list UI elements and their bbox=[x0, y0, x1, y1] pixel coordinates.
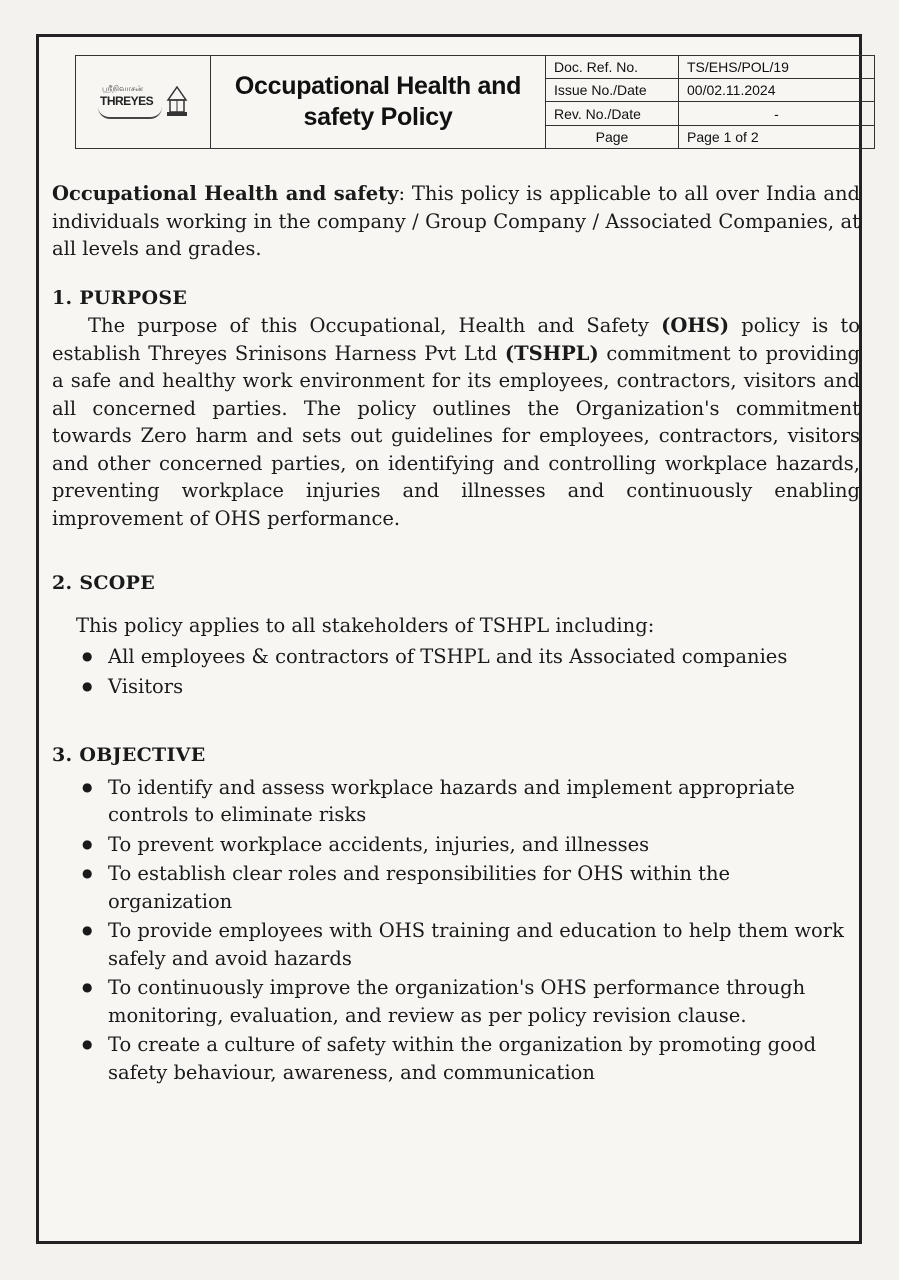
title-cell bbox=[211, 56, 546, 148]
rev-label: Rev. No./Date bbox=[546, 102, 679, 125]
scope-lead: This policy applies to all stakeholders of TSHPL including: bbox=[76, 613, 655, 637]
logo-cell bbox=[76, 56, 211, 148]
intro-paragraph bbox=[52, 180, 860, 263]
page-value: Page 1 of 2 bbox=[679, 125, 875, 148]
logo-script-text: ஸ்ரீநிவாசன் bbox=[102, 84, 144, 93]
logo-wordmark: THREYES bbox=[100, 94, 154, 108]
purpose-text-2: policy is to establish Threyes Srinisons Harness Pvt Ltd bbox=[52, 314, 860, 365]
intro-lead: Occupational Health and safety bbox=[52, 182, 399, 205]
document-control-table bbox=[546, 56, 874, 148]
objective-heading: 3. OBJECTIVE bbox=[52, 744, 206, 766]
issue-row bbox=[546, 79, 874, 102]
doc-ref-value: TS/EHS/POL/19 bbox=[679, 56, 875, 79]
temple-emblem-icon bbox=[166, 86, 188, 118]
document-title: Occupational Health and safety Policy bbox=[234, 72, 522, 131]
purpose-text-1: The purpose of this Occupational, Health and Safety bbox=[88, 314, 662, 337]
purpose-section bbox=[52, 285, 860, 533]
page-label: Page bbox=[546, 125, 679, 148]
logo-swoosh bbox=[98, 107, 162, 119]
purpose-paragraph bbox=[52, 312, 860, 532]
rev-row bbox=[546, 102, 874, 125]
page-row bbox=[546, 125, 874, 148]
intro-text: : This policy is applicable to all over India and individuals working in the company / Group Company / Associated Companies, at all levels and grades. bbox=[52, 182, 860, 260]
issue-label: Issue No./Date bbox=[546, 79, 679, 102]
list-item: ● To identify and assess workplace hazards and implement appropriate controls to eliminate risks bbox=[52, 774, 860, 829]
company-logo bbox=[98, 82, 188, 122]
list-item: ● To establish clear roles and responsibilities for OHS within the organization bbox=[52, 860, 860, 915]
purpose-text-3: commitment to providing a safe and healthy work environment for its employees, contractors, visitors and all concerned parties. The policy outlines the Organization's commitment towards Zero harm and sets out guidelines for employees, contractors, visitors and other concerned parties, on identifying and controlling workplace hazards, preventing workplace injuries and illnesses and continuously enabling improvement of OHS performance. bbox=[52, 341, 861, 530]
doc-ref-row bbox=[546, 56, 874, 79]
objective-list bbox=[52, 774, 860, 1087]
list-item: ● To continuously improve the organization's OHS performance through monitoring, evaluation, and review as per policy revision clause. bbox=[52, 974, 860, 1029]
list-item: ● To prevent workplace accidents, injuries, and illnesses bbox=[52, 831, 860, 859]
list-item: ● To provide employees with OHS training and education to help them work safely and avoid hazards bbox=[52, 917, 860, 972]
rev-value: - bbox=[679, 102, 875, 125]
purpose-tshpl-abbr: (TSHPL) bbox=[504, 341, 599, 365]
purpose-ohs-abbr: (OHS) bbox=[661, 314, 730, 337]
scope-list bbox=[52, 643, 860, 700]
document-body bbox=[52, 180, 860, 1088]
list-item: ● Visitors bbox=[52, 673, 860, 701]
list-item: ● All employees & contractors of TSHPL and its Associated companies bbox=[52, 643, 860, 671]
purpose-heading: 1. PURPOSE bbox=[52, 286, 188, 309]
scope-section bbox=[52, 570, 860, 700]
scope-heading: 2. SCOPE bbox=[52, 572, 156, 594]
list-item: ● To create a culture of safety within the organization by promoting good safety behaviour, awareness, and communication bbox=[52, 1031, 860, 1086]
doc-ref-label: Doc. Ref. No. bbox=[546, 56, 679, 79]
issue-value: 00/02.11.2024 bbox=[679, 79, 875, 102]
objective-section bbox=[52, 742, 860, 1086]
document-header bbox=[75, 55, 875, 149]
